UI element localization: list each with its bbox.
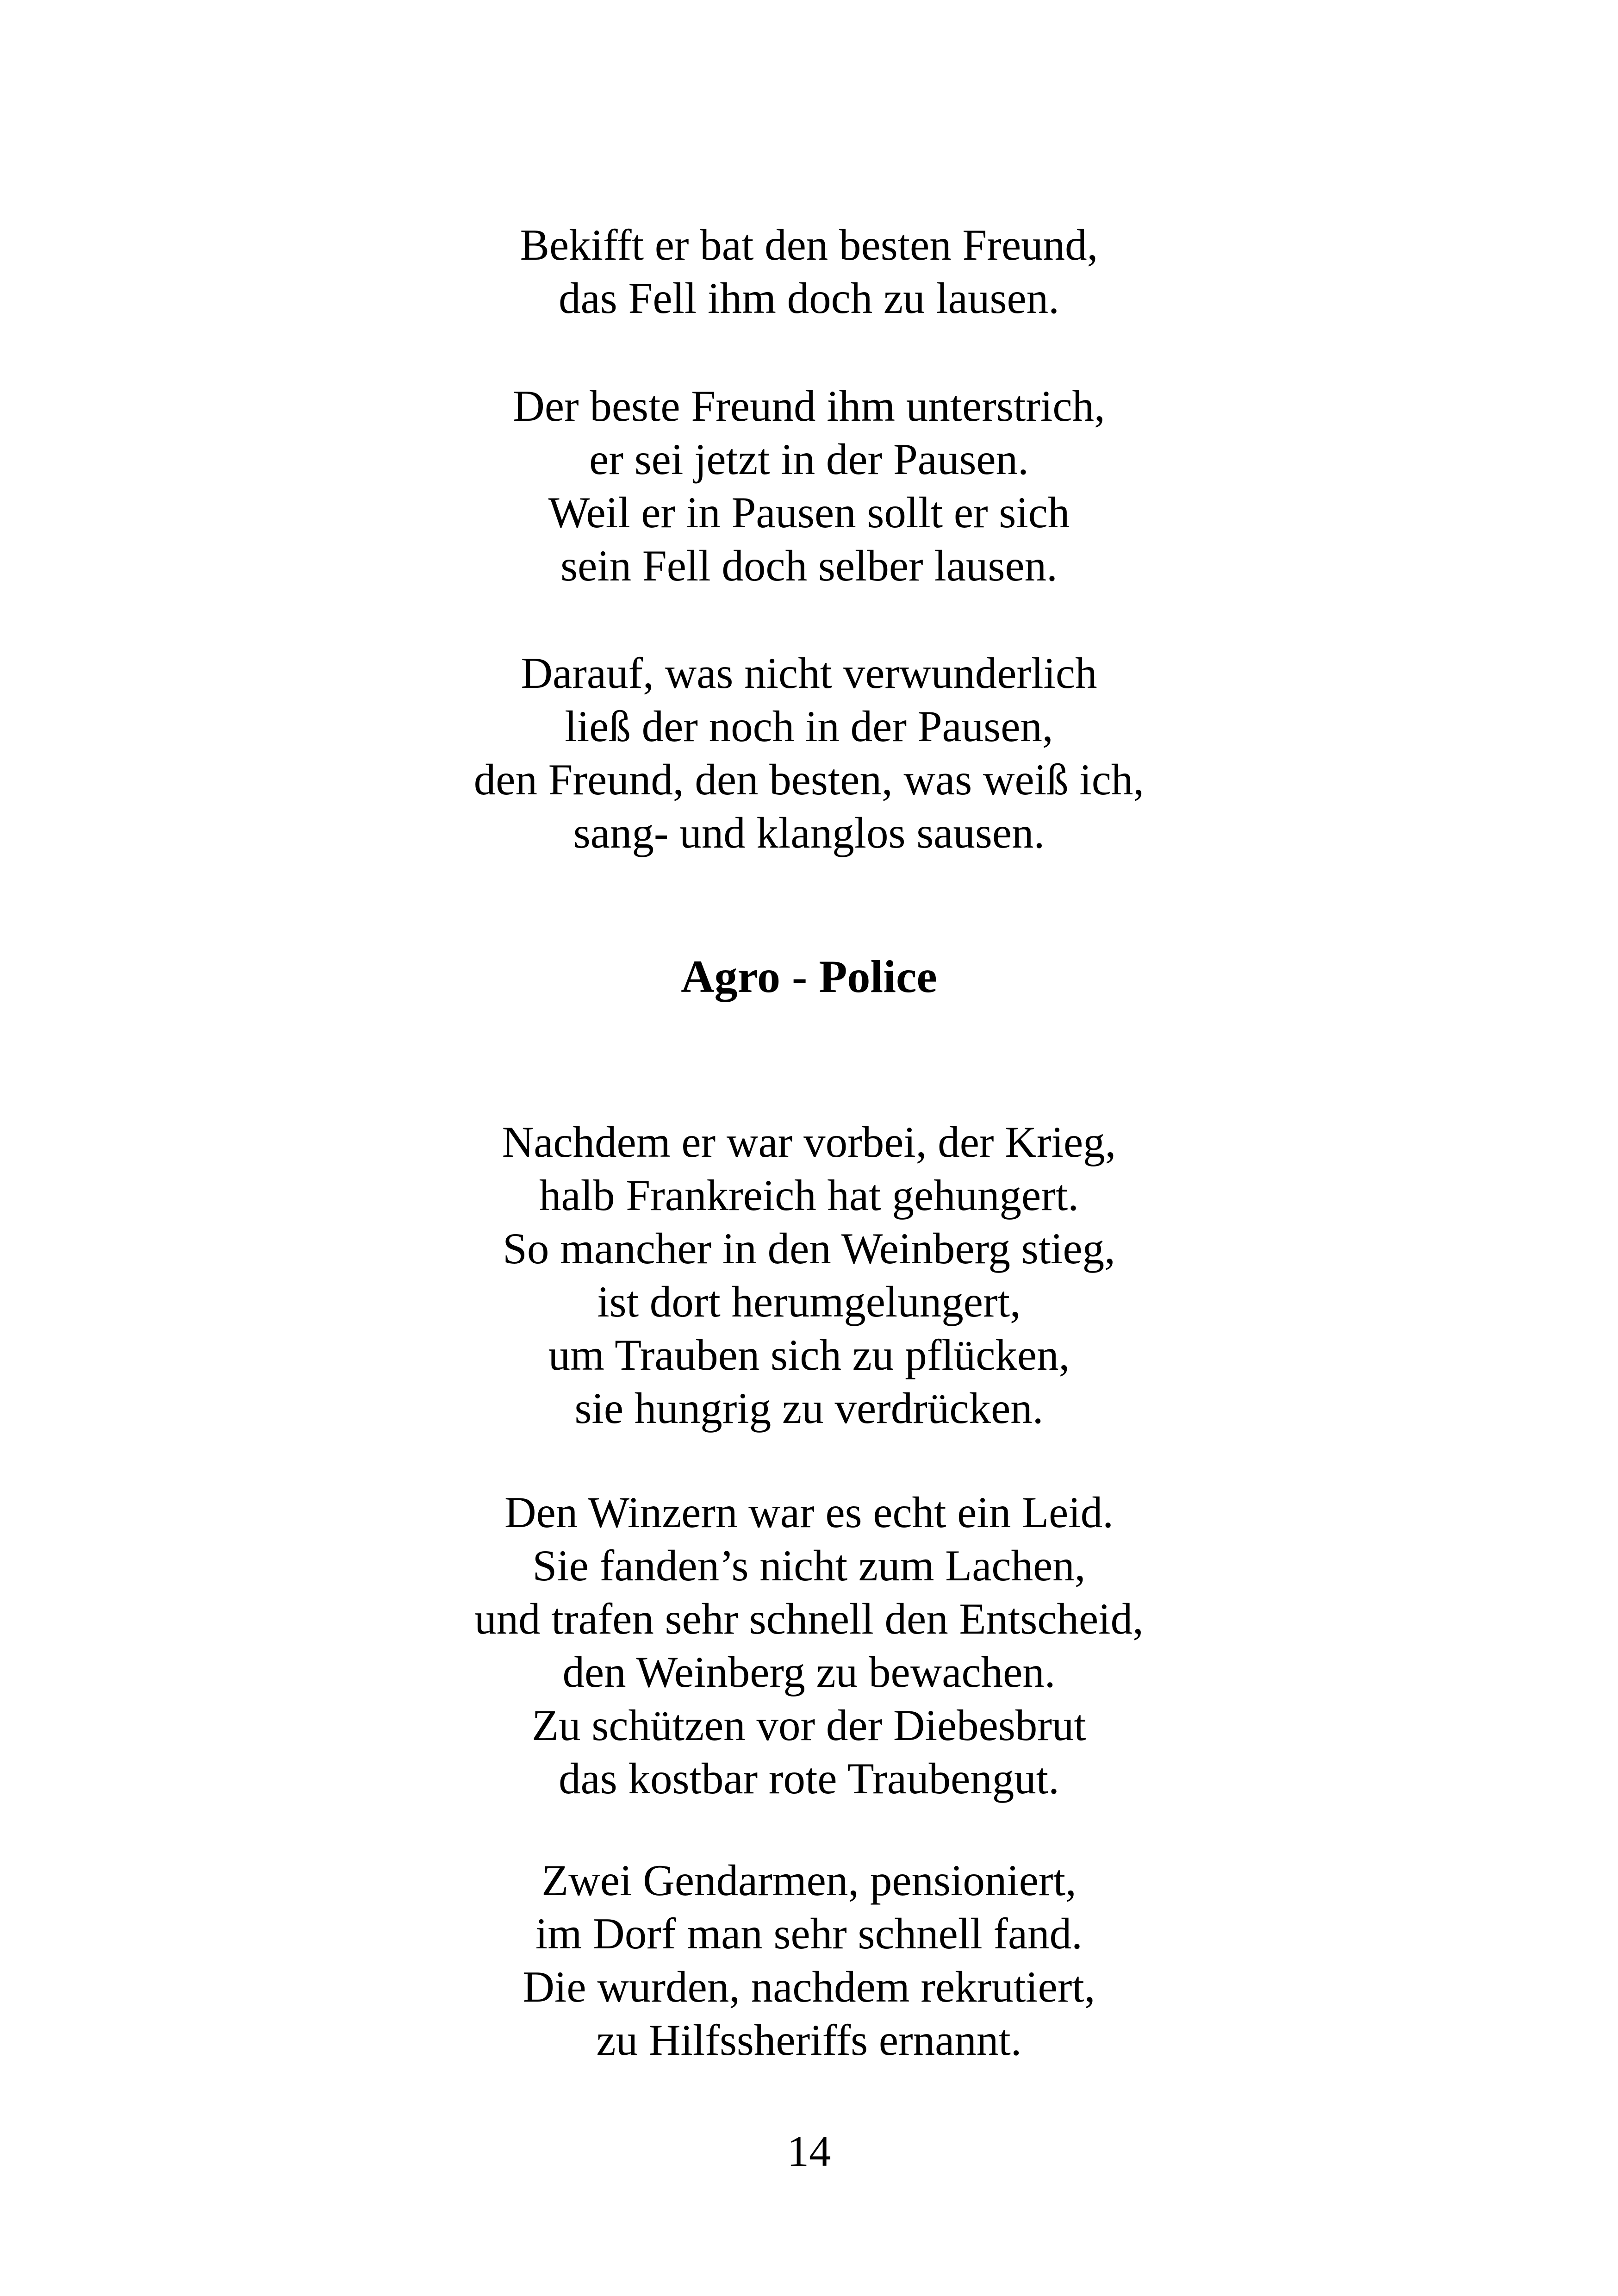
verse-line: Der beste Freund ihm unterstrich, (513, 381, 1105, 430)
verse-line: sie hungrig zu verdrücken. (574, 1384, 1044, 1433)
verse-line: im Dorf man sehr schnell fand. (535, 1909, 1083, 1958)
verse-line: Darauf, was nicht verwunderlich (521, 649, 1097, 698)
verse-line: das Fell ihm doch zu lausen. (559, 274, 1059, 323)
verse-line: halb Frankreich hat gehungert. (539, 1171, 1079, 1220)
poem-title: Agro - Police (681, 951, 937, 1002)
verse-line: So mancher in den Weinberg stieg, (503, 1224, 1115, 1273)
verse-line: er sei jetzt in der Pausen. (589, 435, 1029, 484)
verse-line: zu Hilfssheriffs ernannt. (596, 2015, 1022, 2065)
verse-line: den Weinberg zu bewachen. (562, 1647, 1056, 1697)
stanza-5 (0, 1486, 1618, 1805)
stanza-4 (0, 1116, 1618, 1435)
verse-line: und trafen sehr schnell den Entscheid, (474, 1594, 1144, 1643)
verse-line: Bekifft er bat den besten Freund, (520, 220, 1098, 269)
verse-line: Weil er in Pausen sollt er sich (548, 488, 1070, 537)
verse-line: Die wurden, nachdem rekrutiert, (523, 1962, 1095, 2011)
stanza-3 (0, 647, 1618, 860)
page-number: 14 (787, 2127, 831, 2176)
verse-line: sein Fell doch selber lausen. (560, 541, 1058, 590)
verse-line: sang- und klanglos sausen. (573, 808, 1045, 857)
verse-line: Nachdem er war vorbei, der Krieg, (502, 1117, 1116, 1167)
verse-line: ist dort herumgelungert, (597, 1277, 1021, 1326)
stanza-1 (0, 218, 1618, 325)
verse-line: ließ der noch in der Pausen, (565, 702, 1053, 751)
verse-line: das kostbar rote Traubengut. (559, 1754, 1059, 1803)
stanza-6 (0, 1854, 1618, 2067)
stanza-2 (0, 380, 1618, 593)
verse-line: Zu schützen vor der Diebesbrut (532, 1701, 1086, 1750)
verse-line: Sie fanden’s nicht zum Lachen, (532, 1541, 1086, 1590)
verse-line: Den Winzern war es echt ein Leid. (504, 1488, 1114, 1537)
verse-line: um Trauben sich zu pflücken, (548, 1330, 1070, 1379)
verse-line: den Freund, den besten, was weiß ich, (473, 755, 1145, 804)
verse-line: Zwei Gendarmen, pensioniert, (541, 1856, 1077, 1905)
